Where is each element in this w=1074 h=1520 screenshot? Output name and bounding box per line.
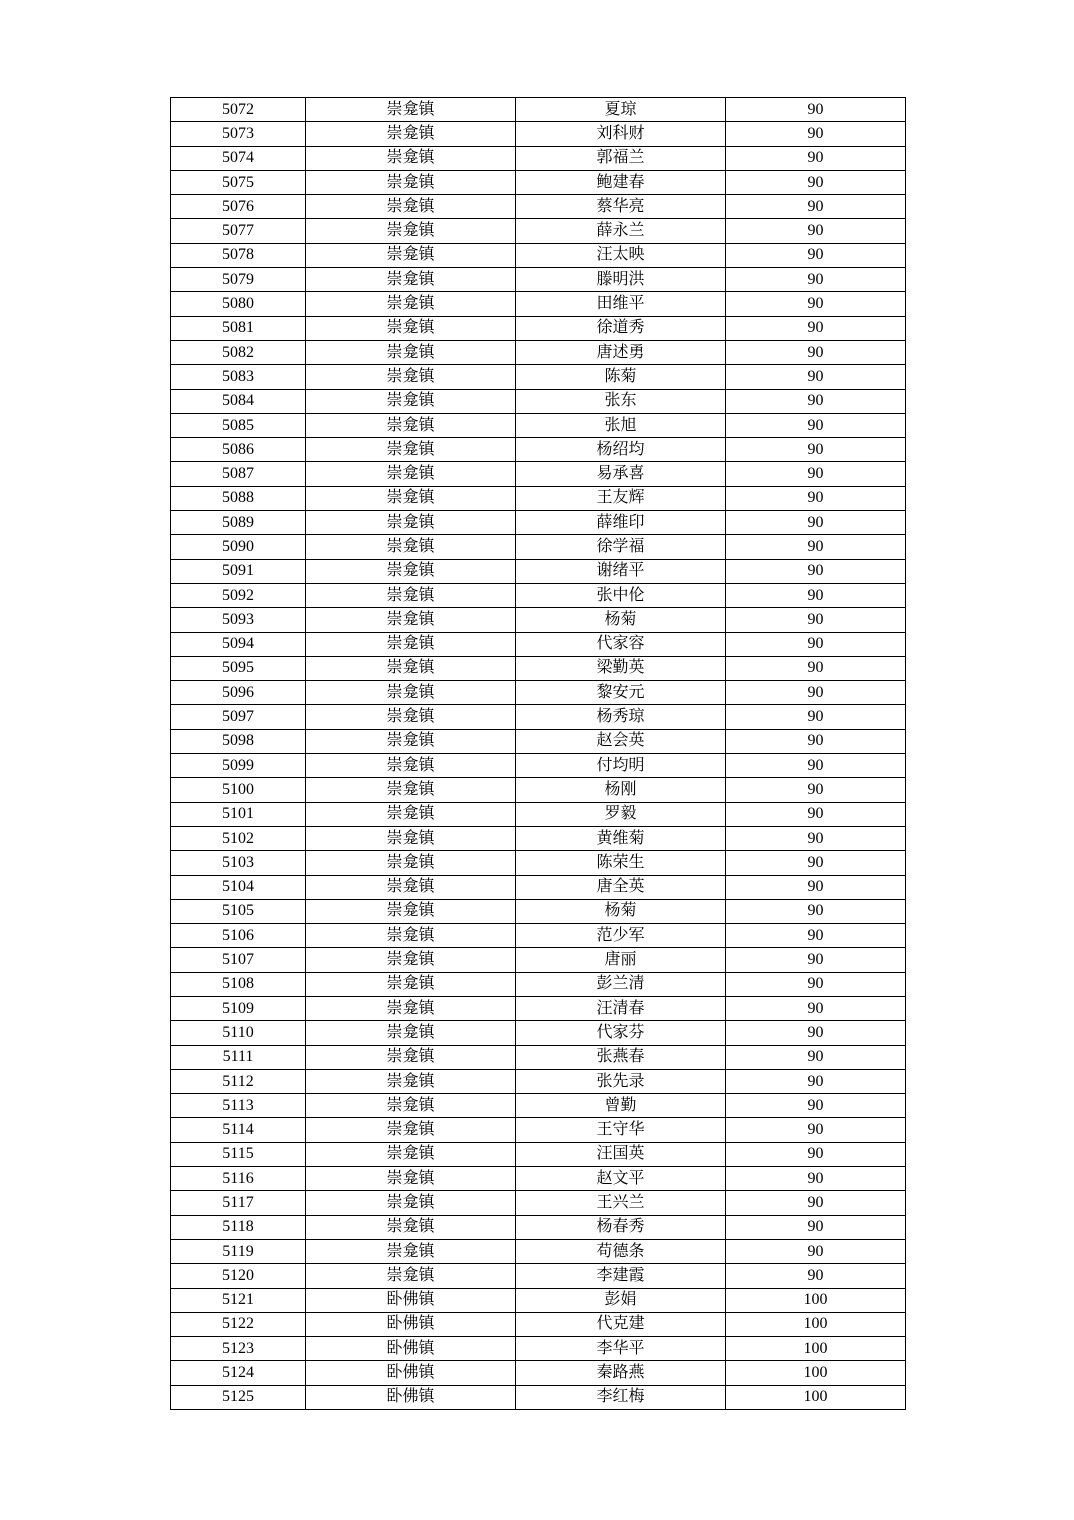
name-cell: 徐学福 [516, 535, 726, 559]
name-cell: 谢绪平 [516, 559, 726, 583]
amount-cell: 90 [726, 268, 906, 292]
table-row [171, 292, 906, 316]
town-cell: 卧佛镇 [306, 1337, 516, 1361]
name-cell: 杨春秀 [516, 1215, 726, 1239]
name-cell: 郭福兰 [516, 146, 726, 170]
table-row [171, 1312, 906, 1336]
row-id-cell: 5119 [171, 1239, 306, 1263]
name-cell: 唐丽 [516, 948, 726, 972]
roster-table [170, 97, 906, 1410]
row-id-cell: 5084 [171, 389, 306, 413]
amount-cell: 90 [726, 438, 906, 462]
table-row [171, 146, 906, 170]
amount-cell: 90 [726, 583, 906, 607]
amount-cell: 90 [726, 705, 906, 729]
town-cell: 崇龛镇 [306, 1094, 516, 1118]
name-cell: 鲍建春 [516, 170, 726, 194]
row-id-cell: 5097 [171, 705, 306, 729]
amount-cell: 90 [726, 1045, 906, 1069]
town-cell: 崇龛镇 [306, 535, 516, 559]
name-cell: 汪国英 [516, 1142, 726, 1166]
row-id-cell: 5085 [171, 413, 306, 437]
town-cell: 崇龛镇 [306, 316, 516, 340]
row-id-cell: 5083 [171, 365, 306, 389]
amount-cell: 90 [726, 1167, 906, 1191]
amount-cell: 90 [726, 462, 906, 486]
amount-cell: 90 [726, 1191, 906, 1215]
row-id-cell: 5074 [171, 146, 306, 170]
row-id-cell: 5113 [171, 1094, 306, 1118]
name-cell: 张中伦 [516, 583, 726, 607]
name-cell: 李华平 [516, 1337, 726, 1361]
amount-cell: 100 [726, 1361, 906, 1385]
name-cell: 杨菊 [516, 899, 726, 923]
name-cell: 李红梅 [516, 1385, 726, 1409]
row-id-cell: 5100 [171, 778, 306, 802]
name-cell: 赵会英 [516, 729, 726, 753]
row-id-cell: 5101 [171, 802, 306, 826]
amount-cell: 100 [726, 1312, 906, 1336]
town-cell: 崇龛镇 [306, 972, 516, 996]
row-id-cell: 5096 [171, 681, 306, 705]
table-row [171, 1118, 906, 1142]
town-cell: 卧佛镇 [306, 1361, 516, 1385]
table-body [171, 98, 906, 1410]
table-row [171, 462, 906, 486]
amount-cell: 90 [726, 559, 906, 583]
row-id-cell: 5073 [171, 122, 306, 146]
table-row [171, 875, 906, 899]
table-row [171, 681, 906, 705]
name-cell: 张东 [516, 389, 726, 413]
amount-cell: 90 [726, 486, 906, 510]
table-row [171, 924, 906, 948]
name-cell: 张旭 [516, 413, 726, 437]
town-cell: 崇龛镇 [306, 122, 516, 146]
row-id-cell: 5089 [171, 511, 306, 535]
town-cell: 崇龛镇 [306, 1069, 516, 1093]
row-id-cell: 5078 [171, 243, 306, 267]
town-cell: 崇龛镇 [306, 438, 516, 462]
name-cell: 唐全英 [516, 875, 726, 899]
name-cell: 代家芬 [516, 1021, 726, 1045]
town-cell: 崇龛镇 [306, 899, 516, 923]
row-id-cell: 5110 [171, 1021, 306, 1045]
amount-cell: 90 [726, 413, 906, 437]
row-id-cell: 5075 [171, 170, 306, 194]
table-row [171, 438, 906, 462]
row-id-cell: 5121 [171, 1288, 306, 1312]
row-id-cell: 5099 [171, 754, 306, 778]
row-id-cell: 5112 [171, 1069, 306, 1093]
town-cell: 崇龛镇 [306, 1021, 516, 1045]
table-row [171, 1361, 906, 1385]
row-id-cell: 5081 [171, 316, 306, 340]
name-cell: 滕明洪 [516, 268, 726, 292]
town-cell: 崇龛镇 [306, 389, 516, 413]
table-row [171, 340, 906, 364]
table-row [171, 365, 906, 389]
name-cell: 杨绍均 [516, 438, 726, 462]
town-cell: 崇龛镇 [306, 1167, 516, 1191]
row-id-cell: 5105 [171, 899, 306, 923]
name-cell: 易承喜 [516, 462, 726, 486]
town-cell: 崇龛镇 [306, 948, 516, 972]
table-row [171, 972, 906, 996]
row-id-cell: 5080 [171, 292, 306, 316]
table-row [171, 705, 906, 729]
amount-cell: 90 [726, 1021, 906, 1045]
row-id-cell: 5093 [171, 608, 306, 632]
row-id-cell: 5107 [171, 948, 306, 972]
amount-cell: 90 [726, 170, 906, 194]
amount-cell: 90 [726, 851, 906, 875]
name-cell: 陈菊 [516, 365, 726, 389]
row-id-cell: 5118 [171, 1215, 306, 1239]
table-row [171, 754, 906, 778]
town-cell: 崇龛镇 [306, 170, 516, 194]
table-row [171, 1069, 906, 1093]
town-cell: 崇龛镇 [306, 632, 516, 656]
amount-cell: 90 [726, 924, 906, 948]
name-cell: 汪清春 [516, 996, 726, 1020]
town-cell: 崇龛镇 [306, 1191, 516, 1215]
town-cell: 崇龛镇 [306, 681, 516, 705]
town-cell: 崇龛镇 [306, 1239, 516, 1263]
town-cell: 崇龛镇 [306, 462, 516, 486]
town-cell: 崇龛镇 [306, 340, 516, 364]
town-cell: 崇龛镇 [306, 292, 516, 316]
amount-cell: 90 [726, 972, 906, 996]
table-row [171, 535, 906, 559]
amount-cell: 90 [726, 389, 906, 413]
amount-cell: 90 [726, 875, 906, 899]
table-row [171, 122, 906, 146]
row-id-cell: 5092 [171, 583, 306, 607]
name-cell: 杨刚 [516, 778, 726, 802]
town-cell: 崇龛镇 [306, 924, 516, 948]
name-cell: 苟德条 [516, 1239, 726, 1263]
table-row [171, 1021, 906, 1045]
table-row [171, 583, 906, 607]
name-cell: 梁勤英 [516, 656, 726, 680]
row-id-cell: 5123 [171, 1337, 306, 1361]
amount-cell: 90 [726, 729, 906, 753]
name-cell: 杨秀琼 [516, 705, 726, 729]
name-cell: 蔡华亮 [516, 195, 726, 219]
row-id-cell: 5082 [171, 340, 306, 364]
table-row [171, 511, 906, 535]
row-id-cell: 5109 [171, 996, 306, 1020]
amount-cell: 90 [726, 754, 906, 778]
amount-cell: 90 [726, 656, 906, 680]
table-row [171, 98, 906, 122]
town-cell: 崇龛镇 [306, 98, 516, 122]
amount-cell: 90 [726, 948, 906, 972]
amount-cell: 90 [726, 899, 906, 923]
amount-cell: 90 [726, 122, 906, 146]
amount-cell: 90 [726, 1215, 906, 1239]
name-cell: 秦路燕 [516, 1361, 726, 1385]
name-cell: 汪太映 [516, 243, 726, 267]
town-cell: 崇龛镇 [306, 486, 516, 510]
town-cell: 崇龛镇 [306, 219, 516, 243]
amount-cell: 90 [726, 1142, 906, 1166]
town-cell: 崇龛镇 [306, 559, 516, 583]
town-cell: 卧佛镇 [306, 1385, 516, 1409]
name-cell: 彭娟 [516, 1288, 726, 1312]
table-row [171, 632, 906, 656]
table-row [171, 1337, 906, 1361]
town-cell: 崇龛镇 [306, 778, 516, 802]
row-id-cell: 5117 [171, 1191, 306, 1215]
town-cell: 崇龛镇 [306, 413, 516, 437]
town-cell: 崇龛镇 [306, 243, 516, 267]
town-cell: 崇龛镇 [306, 365, 516, 389]
row-id-cell: 5095 [171, 656, 306, 680]
amount-cell: 90 [726, 1069, 906, 1093]
name-cell: 陈荣生 [516, 851, 726, 875]
row-id-cell: 5104 [171, 875, 306, 899]
table-row [171, 316, 906, 340]
row-id-cell: 5072 [171, 98, 306, 122]
amount-cell: 90 [726, 778, 906, 802]
row-id-cell: 5120 [171, 1264, 306, 1288]
name-cell: 李建霞 [516, 1264, 726, 1288]
table-row [171, 729, 906, 753]
table-row [171, 608, 906, 632]
name-cell: 张先录 [516, 1069, 726, 1093]
name-cell: 王兴兰 [516, 1191, 726, 1215]
amount-cell: 90 [726, 608, 906, 632]
amount-cell: 90 [726, 316, 906, 340]
row-id-cell: 5090 [171, 535, 306, 559]
amount-cell: 90 [726, 535, 906, 559]
town-cell: 崇龛镇 [306, 826, 516, 850]
name-cell: 刘科财 [516, 122, 726, 146]
row-id-cell: 5098 [171, 729, 306, 753]
amount-cell: 100 [726, 1337, 906, 1361]
town-cell: 崇龛镇 [306, 146, 516, 170]
table-row [171, 656, 906, 680]
amount-cell: 90 [726, 243, 906, 267]
amount-cell: 90 [726, 292, 906, 316]
amount-cell: 90 [726, 195, 906, 219]
table-row [171, 268, 906, 292]
amount-cell: 90 [726, 1094, 906, 1118]
town-cell: 崇龛镇 [306, 583, 516, 607]
table-row [171, 1094, 906, 1118]
town-cell: 崇龛镇 [306, 268, 516, 292]
table-row [171, 219, 906, 243]
table-row [171, 1045, 906, 1069]
town-cell: 崇龛镇 [306, 195, 516, 219]
table-row [171, 170, 906, 194]
amount-cell: 90 [726, 365, 906, 389]
row-id-cell: 5122 [171, 1312, 306, 1336]
table-row [171, 778, 906, 802]
town-cell: 崇龛镇 [306, 705, 516, 729]
town-cell: 崇龛镇 [306, 802, 516, 826]
row-id-cell: 5086 [171, 438, 306, 462]
table-row [171, 1191, 906, 1215]
table-row [171, 413, 906, 437]
name-cell: 王友辉 [516, 486, 726, 510]
amount-cell: 90 [726, 98, 906, 122]
table-row [171, 486, 906, 510]
table-row [171, 948, 906, 972]
town-cell: 崇龛镇 [306, 996, 516, 1020]
table-row [171, 1167, 906, 1191]
town-cell: 崇龛镇 [306, 875, 516, 899]
name-cell: 彭兰清 [516, 972, 726, 996]
name-cell: 罗毅 [516, 802, 726, 826]
row-id-cell: 5115 [171, 1142, 306, 1166]
amount-cell: 90 [726, 996, 906, 1020]
table-row [171, 389, 906, 413]
table-row [171, 559, 906, 583]
town-cell: 崇龛镇 [306, 1118, 516, 1142]
row-id-cell: 5091 [171, 559, 306, 583]
row-id-cell: 5106 [171, 924, 306, 948]
town-cell: 崇龛镇 [306, 511, 516, 535]
name-cell: 杨菊 [516, 608, 726, 632]
name-cell: 薛维印 [516, 511, 726, 535]
amount-cell: 90 [726, 146, 906, 170]
name-cell: 范少军 [516, 924, 726, 948]
row-id-cell: 5103 [171, 851, 306, 875]
amount-cell: 90 [726, 802, 906, 826]
row-id-cell: 5102 [171, 826, 306, 850]
town-cell: 崇龛镇 [306, 1215, 516, 1239]
row-id-cell: 5116 [171, 1167, 306, 1191]
table-row [171, 1215, 906, 1239]
row-id-cell: 5111 [171, 1045, 306, 1069]
amount-cell: 90 [726, 681, 906, 705]
amount-cell: 90 [726, 1264, 906, 1288]
row-id-cell: 5114 [171, 1118, 306, 1142]
town-cell: 崇龛镇 [306, 754, 516, 778]
row-id-cell: 5087 [171, 462, 306, 486]
table-row [171, 1264, 906, 1288]
name-cell: 曾勤 [516, 1094, 726, 1118]
town-cell: 卧佛镇 [306, 1312, 516, 1336]
amount-cell: 100 [726, 1288, 906, 1312]
row-id-cell: 5079 [171, 268, 306, 292]
amount-cell: 90 [726, 826, 906, 850]
name-cell: 代克建 [516, 1312, 726, 1336]
table-row [171, 802, 906, 826]
name-cell: 黎安元 [516, 681, 726, 705]
name-cell: 薛永兰 [516, 219, 726, 243]
row-id-cell: 5076 [171, 195, 306, 219]
amount-cell: 90 [726, 1239, 906, 1263]
amount-cell: 90 [726, 340, 906, 364]
town-cell: 崇龛镇 [306, 1142, 516, 1166]
town-cell: 崇龛镇 [306, 851, 516, 875]
town-cell: 崇龛镇 [306, 608, 516, 632]
table-row [171, 1239, 906, 1263]
row-id-cell: 5094 [171, 632, 306, 656]
table-row [171, 826, 906, 850]
town-cell: 崇龛镇 [306, 656, 516, 680]
name-cell: 田维平 [516, 292, 726, 316]
name-cell: 徐道秀 [516, 316, 726, 340]
name-cell: 赵文平 [516, 1167, 726, 1191]
town-cell: 崇龛镇 [306, 1045, 516, 1069]
table-row [171, 996, 906, 1020]
table-row [171, 1385, 906, 1409]
amount-cell: 100 [726, 1385, 906, 1409]
name-cell: 夏琼 [516, 98, 726, 122]
row-id-cell: 5077 [171, 219, 306, 243]
table-row [171, 851, 906, 875]
row-id-cell: 5088 [171, 486, 306, 510]
table-row [171, 1142, 906, 1166]
name-cell: 付均明 [516, 754, 726, 778]
row-id-cell: 5108 [171, 972, 306, 996]
name-cell: 王守华 [516, 1118, 726, 1142]
table-row [171, 1288, 906, 1312]
town-cell: 崇龛镇 [306, 729, 516, 753]
name-cell: 黄维菊 [516, 826, 726, 850]
amount-cell: 90 [726, 632, 906, 656]
town-cell: 卧佛镇 [306, 1288, 516, 1312]
town-cell: 崇龛镇 [306, 1264, 516, 1288]
amount-cell: 90 [726, 511, 906, 535]
table-row [171, 243, 906, 267]
row-id-cell: 5125 [171, 1385, 306, 1409]
table-row [171, 899, 906, 923]
table-row [171, 195, 906, 219]
name-cell: 张燕春 [516, 1045, 726, 1069]
name-cell: 代家容 [516, 632, 726, 656]
name-cell: 唐述勇 [516, 340, 726, 364]
row-id-cell: 5124 [171, 1361, 306, 1385]
amount-cell: 90 [726, 1118, 906, 1142]
amount-cell: 90 [726, 219, 906, 243]
